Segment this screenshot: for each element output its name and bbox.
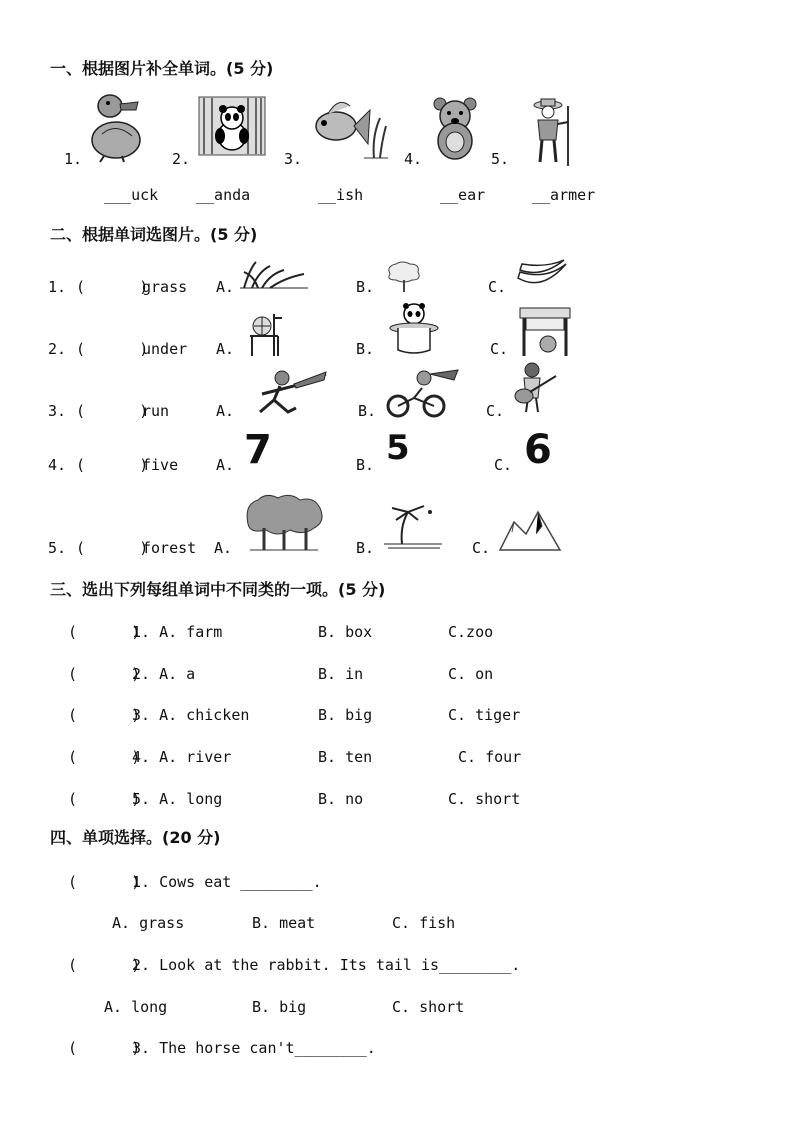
s2-word-5: forest: [142, 539, 197, 557]
s4-answer-paren-3[interactable]: ( ): [68, 1039, 141, 1057]
s4-question-3: 3. The horse can't________.: [132, 1039, 376, 1057]
duck-icon: [88, 92, 154, 164]
ball-under-desk-icon: [518, 306, 572, 356]
s3-answer-paren-2[interactable]: ( ): [68, 665, 141, 683]
s3-c-1: C.zoo: [448, 623, 494, 641]
s2-opt-b-4: B.: [356, 456, 375, 474]
section4-heading: 四、单项选择。(20 分): [50, 828, 221, 847]
tree-icon: [384, 260, 424, 294]
s1-blank-4: __ear: [440, 186, 486, 204]
s2-answer-paren-3[interactable]: ( ): [76, 402, 149, 420]
s3-answer-paren-1[interactable]: ( ): [68, 623, 141, 641]
s1-blank-3: __ish: [318, 186, 364, 204]
s1-num-5: 5.: [491, 150, 510, 168]
s4-q2-option-c: C. short: [392, 998, 465, 1016]
forest-icon: [244, 494, 324, 552]
s3-q-3: 3. A. chicken: [132, 706, 250, 724]
guitar-player-icon: [512, 362, 562, 414]
s2-opt-a-3: A.: [216, 402, 235, 420]
s1-num-4: 4.: [404, 150, 423, 168]
s3-c-4: C. four: [458, 748, 522, 766]
s1-num-1: 1.: [64, 150, 83, 168]
s2-answer-paren-4[interactable]: ( ): [76, 456, 149, 474]
mountain-icon: [498, 504, 562, 552]
s2-opt-b-3: B.: [358, 402, 377, 420]
s2-word-2: under: [142, 340, 188, 358]
s4-answer-paren-1[interactable]: ( ): [68, 873, 141, 891]
s1-blank-5: __armer: [532, 186, 596, 204]
s4-question-1: 1. Cows eat ________.: [132, 873, 322, 891]
section2-heading: 二、根据单词选图片。(5 分): [50, 225, 258, 244]
s3-b-2: B. in: [318, 665, 364, 683]
s2-num-5: 5.: [48, 539, 67, 557]
panda-in-hat-icon: [388, 302, 440, 356]
s1-blank-1: ___uck: [104, 186, 159, 204]
s3-b-1: B. box: [318, 623, 373, 641]
s4-q1-option-c: C. fish: [392, 914, 456, 932]
s3-b-3: B. big: [318, 706, 373, 724]
s1-blank-2: __anda: [196, 186, 251, 204]
s2-word-1: grass: [142, 278, 188, 296]
s3-answer-paren-3[interactable]: ( ): [68, 706, 141, 724]
s4-q2-option-b: B. big: [252, 998, 307, 1016]
s3-c-5: C. short: [448, 790, 521, 808]
s1-num-2: 2.: [172, 150, 191, 168]
s2-answer-paren-1[interactable]: ( ): [76, 278, 149, 296]
digit-five: 5: [386, 428, 410, 468]
s2-word-3: run: [142, 402, 170, 420]
bear-icon: [432, 96, 478, 162]
s3-q-5: 5. A. long: [132, 790, 223, 808]
s2-num-3: 3.: [48, 402, 67, 420]
s3-q-1: 1. A. farm: [132, 623, 223, 641]
s3-q-4: 4. A. river: [132, 748, 232, 766]
s3-answer-paren-5[interactable]: ( ): [68, 790, 141, 808]
panda-icon: [198, 96, 266, 156]
s2-answer-paren-5[interactable]: ( ): [76, 539, 149, 557]
ball-on-chair-icon: [244, 312, 286, 356]
s2-opt-a-1: A.: [216, 278, 235, 296]
s3-c-3: C. tiger: [448, 706, 521, 724]
s2-num-1: 1.: [48, 278, 67, 296]
bike-rider-icon: [384, 368, 460, 420]
s1-num-3: 3.: [284, 150, 303, 168]
digit-six: 6: [524, 427, 552, 473]
s2-opt-c-2: C.: [490, 340, 509, 358]
s4-question-2: 2. Look at the rabbit. Its tail is________.: [132, 956, 521, 974]
s2-opt-c-4: C.: [494, 456, 513, 474]
s4-q1-option-a: A. grass: [112, 914, 185, 932]
grass-icon: [240, 258, 308, 290]
s4-q1-option-b: B. meat: [252, 914, 316, 932]
s2-opt-b-2: B.: [356, 340, 375, 358]
s2-opt-a-5: A.: [214, 539, 233, 557]
s3-answer-paren-4[interactable]: ( ): [68, 748, 141, 766]
digit-seven: 7: [244, 427, 272, 473]
s2-num-4: 4.: [48, 456, 67, 474]
beach-icon: [384, 502, 444, 550]
s2-opt-a-4: A.: [216, 456, 235, 474]
s2-answer-paren-2[interactable]: ( ): [76, 340, 149, 358]
s2-opt-c-3: C.: [486, 402, 505, 420]
s3-c-2: C. on: [448, 665, 494, 683]
s4-answer-paren-2[interactable]: ( ): [68, 956, 141, 974]
section1-heading: 一、根据图片补全单词。(5 分): [50, 59, 274, 78]
s3-q-2: 2. A. a: [132, 665, 196, 683]
s4-q2-option-a: A. long: [104, 998, 168, 1016]
farmer-icon: [530, 96, 578, 166]
fish-icon: [308, 96, 388, 162]
s3-b-4: B. ten: [318, 748, 373, 766]
running-boy-icon: [244, 368, 328, 418]
s2-opt-c-5: C.: [472, 539, 491, 557]
s2-opt-c-1: C.: [488, 278, 507, 296]
s2-word-4: five: [142, 456, 179, 474]
s2-opt-a-2: A.: [216, 340, 235, 358]
s2-opt-b-5: B.: [356, 539, 375, 557]
s2-opt-b-1: B.: [356, 278, 375, 296]
s3-b-5: B. no: [318, 790, 364, 808]
bananas-icon: [516, 258, 568, 292]
s2-num-2: 2.: [48, 340, 67, 358]
section3-heading: 三、选出下列每组单词中不同类的一项。(5 分): [50, 580, 386, 599]
